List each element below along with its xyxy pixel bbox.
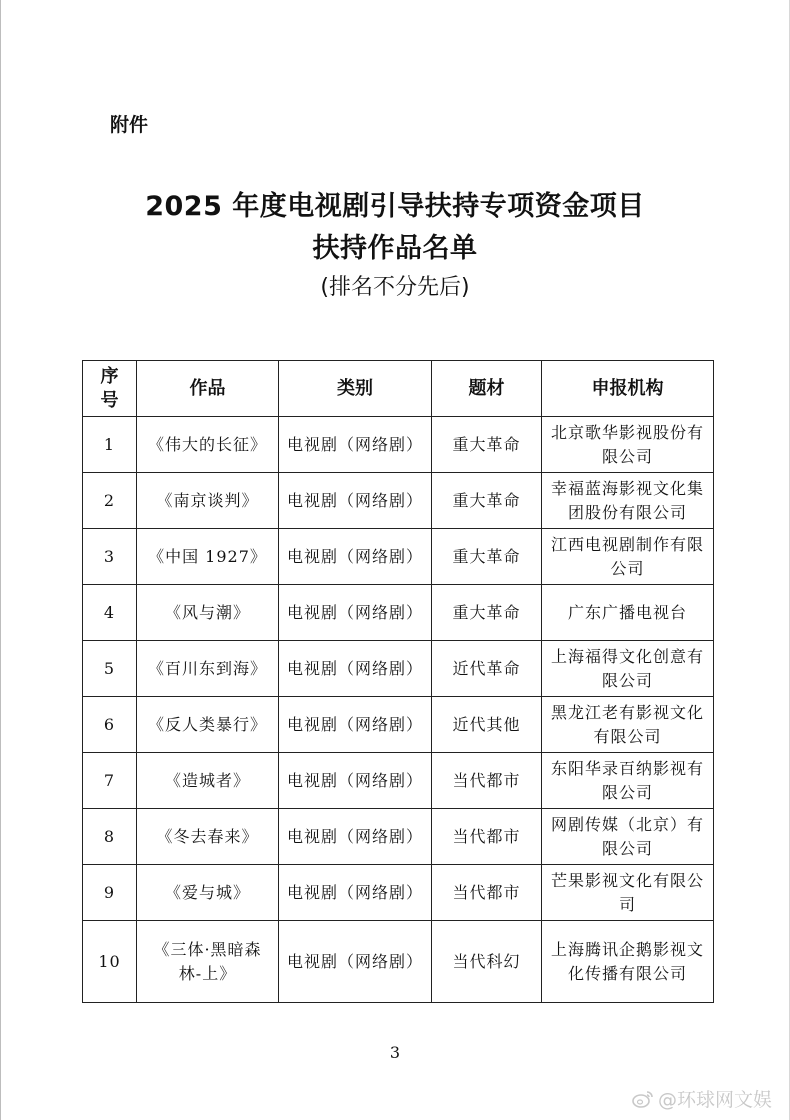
cell-org: 广东广播电视台 [542,585,714,641]
cell-org: 上海福得文化创意有限公司 [542,641,714,697]
cell-category: 电视剧（网络剧） [279,865,432,921]
cell-org: 上海腾讯企鹅影视文化传播有限公司 [542,921,714,1003]
cell-category: 电视剧（网络剧） [279,753,432,809]
cell-org: 东阳华录百纳影视有限公司 [542,753,714,809]
header-work: 作品 [137,361,279,417]
cell-category: 电视剧（网络剧） [279,921,432,1003]
cell-category: 电视剧（网络剧） [279,809,432,865]
cell-theme: 近代革命 [432,641,542,697]
cell-theme: 近代其他 [432,697,542,753]
table-row [83,809,714,865]
cell-theme: 当代科幻 [432,921,542,1003]
table-row [83,753,714,809]
cell-org: 芒果影视文化有限公司 [542,865,714,921]
cell-work: 《造城者》 [137,753,279,809]
document-title-line1: 2025 年度电视剧引导扶持专项资金项目 [145,191,645,222]
table-row [83,529,714,585]
page-border [0,0,1,1120]
document-subtitle: (排名不分先后) [320,275,470,300]
table-row [83,865,714,921]
cell-org: 江西电视剧制作有限公司 [542,529,714,585]
table-row [83,921,714,1003]
cell-work: 《中国 1927》 [137,529,279,585]
header-org: 申报机构 [542,361,714,417]
header-category: 类别 [279,361,432,417]
cell-seq: 2 [83,473,137,529]
table-row [83,473,714,529]
cell-seq: 8 [83,809,137,865]
cell-work: 《爱与城》 [137,865,279,921]
weibo-logo-icon [632,1090,654,1108]
page-number: 3 [389,1043,401,1062]
cell-category: 电视剧（网络剧） [279,697,432,753]
cell-org: 网剧传媒（北京）有限公司 [542,809,714,865]
header-seq-line2: 号 [100,389,119,411]
table-row [83,585,714,641]
cell-work: 《反人类暴行》 [137,697,279,753]
table-row [83,417,714,473]
cell-category: 电视剧（网络剧） [279,585,432,641]
cell-seq: 10 [83,921,137,1003]
cell-work: 《南京谈判》 [137,473,279,529]
cell-org: 黑龙江老有影视文化有限公司 [542,697,714,753]
header-theme: 题材 [432,361,542,417]
cell-work: 《风与潮》 [137,585,279,641]
cell-theme: 当代都市 [432,865,542,921]
cell-work: 《冬去春来》 [137,809,279,865]
cell-category: 电视剧（网络剧） [279,529,432,585]
table-row [83,697,714,753]
cell-category: 电视剧（网络剧） [279,417,432,473]
award-list-table [82,360,714,1003]
watermark-text: @环球网文娱 [657,1089,772,1111]
cell-theme: 重大革命 [432,529,542,585]
cell-seq: 3 [83,529,137,585]
header-seq [83,361,137,417]
table-row [83,641,714,697]
cell-work: 《伟大的长征》 [137,417,279,473]
cell-org: 北京歌华影视股份有限公司 [542,417,714,473]
table-header-row [83,361,714,417]
cell-theme: 当代都市 [432,809,542,865]
cell-seq: 9 [83,865,137,921]
cell-theme: 当代都市 [432,753,542,809]
cell-theme: 重大革命 [432,585,542,641]
cell-work: 《百川东到海》 [137,641,279,697]
cell-seq: 6 [83,697,137,753]
cell-seq: 1 [83,417,137,473]
document-title-line2: 扶持作品名单 [312,233,478,264]
cell-seq: 5 [83,641,137,697]
cell-theme: 重大革命 [432,417,542,473]
cell-category: 电视剧（网络剧） [279,641,432,697]
header-seq-line1: 序 [100,365,119,387]
cell-seq: 4 [83,585,137,641]
cell-theme: 重大革命 [432,473,542,529]
cell-category: 电视剧（网络剧） [279,473,432,529]
cell-work: 《三体·黑暗森林-上》 [137,921,279,1003]
attachment-label: 附件 [110,114,149,136]
cell-org: 幸福蓝海影视文化集团股份有限公司 [542,473,714,529]
watermark [632,1085,772,1112]
cell-seq: 7 [83,753,137,809]
